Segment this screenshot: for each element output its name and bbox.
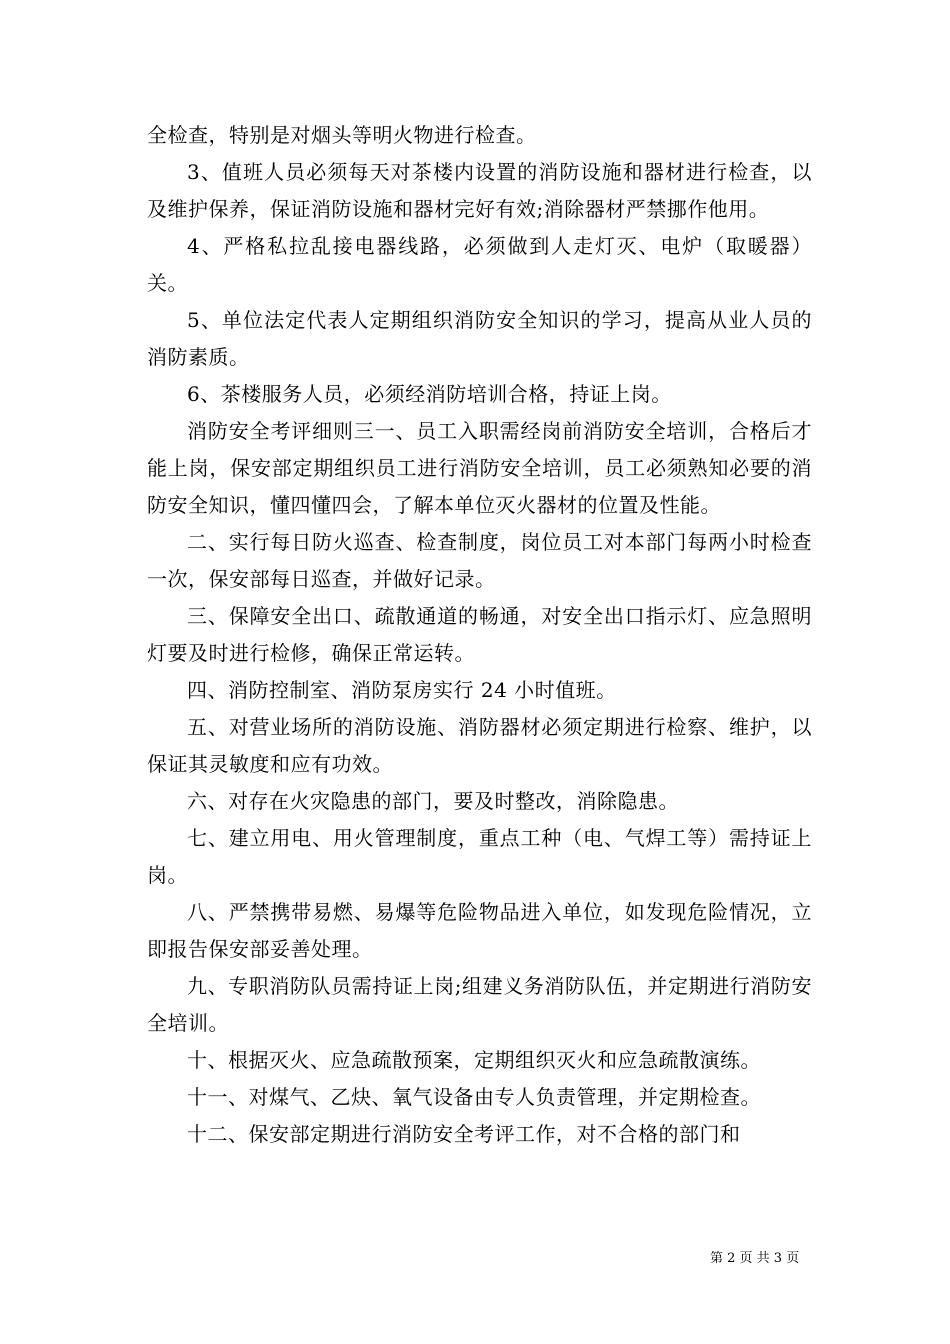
paragraph-item-5: 5、单位法定代表人定期组织消防安全知识的学习，提高从业人员的消防素质。 — [147, 308, 812, 369]
paragraph-rules-6: 六、对存在火灾隐患的部门，要及时整改，消除隐患。 — [187, 789, 679, 813]
paragraph-rules-9: 九、专职消防队员需持证上岗;组建义务消防队伍，并定期进行消防安全培训。 — [147, 974, 812, 1035]
paragraph-item-4: 4、严格私拉乱接电器线路，必须做到人走灯灭、电炉（取暖器）关。 — [147, 234, 812, 295]
paragraph-rules-11: 十一、对煤气、乙炔、氧气设备由专人负责管理，并定期检查。 — [187, 1085, 761, 1109]
paragraph-rules-3: 三、保障安全出口、疏散通道的畅通，对安全出口指示灯、应急照明灯要及时进行检修，确保正常运转。 — [147, 604, 812, 665]
paragraph-item-6: 6、茶楼服务人员，必须经消防培训合格，持证上岗。 — [187, 382, 672, 406]
paragraph-continuation: 全检查，特别是对烟头等明火物进行检查。 — [147, 123, 537, 147]
paragraph-rules-1: 消防安全考评细则三一、员工入职需经岗前消防安全培训，合格后才能上岗，保安部定期组织员工进行消防安全培训，员工必须熟知必要的消防安全知识，懂四懂四会，了解本单位灭火器材的位置及性能。 — [147, 419, 812, 517]
paragraph-rules-2: 二、实行每日防火巡查、检查制度，岗位员工对本部门每两小时检查一次，保安部每日巡查，并做好记录。 — [147, 530, 812, 591]
page-number-footer — [710, 1247, 799, 1266]
paragraph-rules-7: 七、建立用电、用火管理制度，重点工种（电、气焊工等）需持证上岗。 — [147, 826, 812, 887]
paragraph-rules-12: 十二、保安部定期进行消防安全考评工作，对不合格的部门和 — [187, 1122, 741, 1146]
paragraph-rules-10: 十、根据灭火、应急疏散预案，定期组织灭火和应急疏散演练。 — [187, 1048, 761, 1072]
page-label: 第 2 页 共 3 页 — [710, 1251, 800, 1266]
paragraph-rules-5: 五、对营业场所的消防设施、消防器材必须定期进行检察、维护，以保证其灵敏度和应有功效。 — [147, 715, 812, 776]
paragraph-rules-4: 四、消防控制室、消防泵房实行 24 小时值班。 — [187, 678, 617, 702]
paragraph-rules-8: 八、严禁携带易燃、易爆等危险物品进入单位，如发现危险情况，立即报告保安部妥善处理。 — [147, 900, 812, 961]
document-body — [147, 117, 812, 1153]
paragraph-item-3: 3、值班人员必须每天对茶楼内设置的消防设施和器材进行检查，以及维护保养，保证消防设施和器材完好有效;消除器材严禁挪作他用。 — [147, 160, 812, 221]
